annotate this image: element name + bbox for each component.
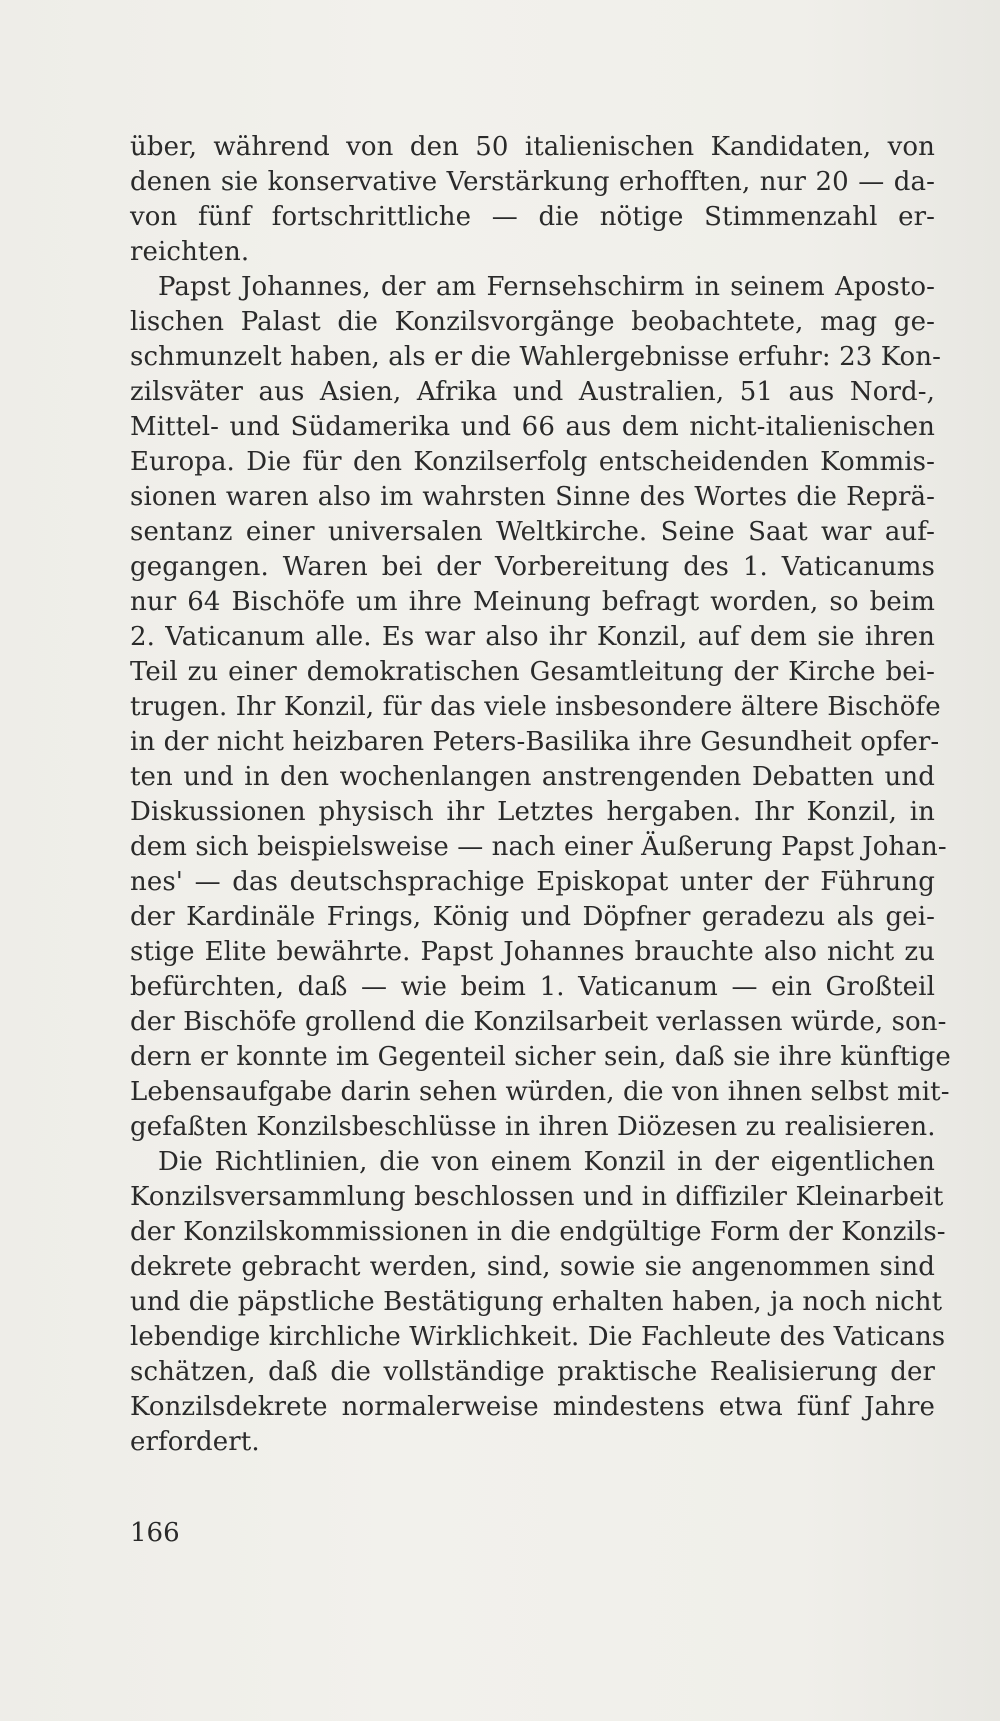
text-line: schätzen, daß die vollständige praktische Realisierung der <box>130 1357 935 1387</box>
text-line: Die Richtlinien, die von einem Konzil in der eigentlichen <box>158 1147 935 1177</box>
text-line: Papst Johannes, der am Fernsehschirm in seinem Aposto- <box>158 272 935 302</box>
text-line: 2. Vaticanum alle. Es war also ihr Konzil, auf dem sie ihren <box>130 622 935 652</box>
text-line: Teil zu einer demokratischen Gesamtleitung der Kirche bei- <box>130 657 935 687</box>
text-line: Lebensaufgabe darin sehen würden, die von ihnen selbst mit- <box>130 1077 950 1107</box>
text-line: gegangen. Waren bei der Vorbereitung des 1. Vaticanums <box>130 552 935 582</box>
text-line: ten und in den wochenlangen anstrengenden Debatten und <box>130 762 935 792</box>
text-line: dem sich beispielsweise — nach einer Äußerung Papst Johan- <box>130 832 947 862</box>
text-line: über, während von den 50 italienischen Kandidaten, von <box>130 132 935 162</box>
text-line: schmunzelt haben, als er die Wahlergebnisse erfuhr: 23 Kon- <box>130 342 942 372</box>
text-line: dekrete gebracht werden, sind, sowie sie angenommen sind <box>130 1252 935 1282</box>
text-line: lischen Palast die Konzilsvorgänge beobachtete, mag ge- <box>130 307 935 337</box>
text-line: Konzilsversammlung beschlossen und in diffiziler Kleinarbeit <box>130 1182 944 1212</box>
text-line: und die päpstliche Bestätigung erhalten haben, ja noch nicht <box>130 1287 943 1317</box>
text-line: gefaßten Konzilsbeschlüsse in ihren Diözesen zu realisieren. <box>130 1112 936 1142</box>
text-line: trugen. Ihr Konzil, für das viele insbesondere ältere Bischöfe <box>130 692 941 722</box>
text-line: der Konzilskommissionen in die endgültige Form der Konzils- <box>130 1217 946 1247</box>
text-line: stige Elite bewährte. Papst Johannes brauchte also nicht zu <box>130 937 935 967</box>
page-number: 166 <box>130 1518 180 1548</box>
text-line: denen sie konservative Verstärkung erhofften, nur 20 — da- <box>130 167 935 197</box>
text-line: nur 64 Bischöfe um ihre Meinung befragt worden, so beim <box>130 587 935 617</box>
text-line: dern er konnte im Gegenteil sicher sein, daß sie ihre künftige <box>130 1042 951 1072</box>
text-line: Konzilsdekrete normalerweise mindestens etwa fünf Jahre <box>130 1392 935 1422</box>
text-line: Mittel- und Südamerika und 66 aus dem nicht-italienischen <box>130 412 935 442</box>
text-line: in der nicht heizbaren Peters-Basilika ihre Gesundheit opfer- <box>130 727 940 757</box>
text-line: der Kardinäle Frings, König und Döpfner geradezu als gei- <box>130 902 935 932</box>
text-line: Diskussionen physisch ihr Letztes hergaben. Ihr Konzil, in <box>130 797 935 827</box>
text-line: Europa. Die für den Konzilserfolg entscheidenden Kommis- <box>130 447 935 477</box>
text-line: zilsväter aus Asien, Afrika und Australien, 51 aus Nord-, <box>130 377 935 407</box>
text-line: sionen waren also im wahrsten Sinne des Wortes die Reprä- <box>130 482 935 512</box>
text-line: erfordert. <box>130 1427 260 1457</box>
text-line: von fünf fortschrittliche — die nötige Stimmenzahl er- <box>130 202 935 232</box>
text-line: nes' — das deutschsprachige Episkopat unter der Führung <box>130 867 935 897</box>
text-line: der Bischöfe grollend die Konzilsarbeit verlassen würde, son- <box>130 1007 947 1037</box>
text-line: sentanz einer universalen Weltkirche. Seine Saat war auf- <box>130 517 935 547</box>
text-line: reichten. <box>130 237 250 267</box>
text-line: lebendige kirchliche Wirklichkeit. Die Fachleute des Vaticans <box>130 1322 946 1352</box>
text-line: befürchten, daß — wie beim 1. Vaticanum — ein Großteil <box>130 972 935 1002</box>
